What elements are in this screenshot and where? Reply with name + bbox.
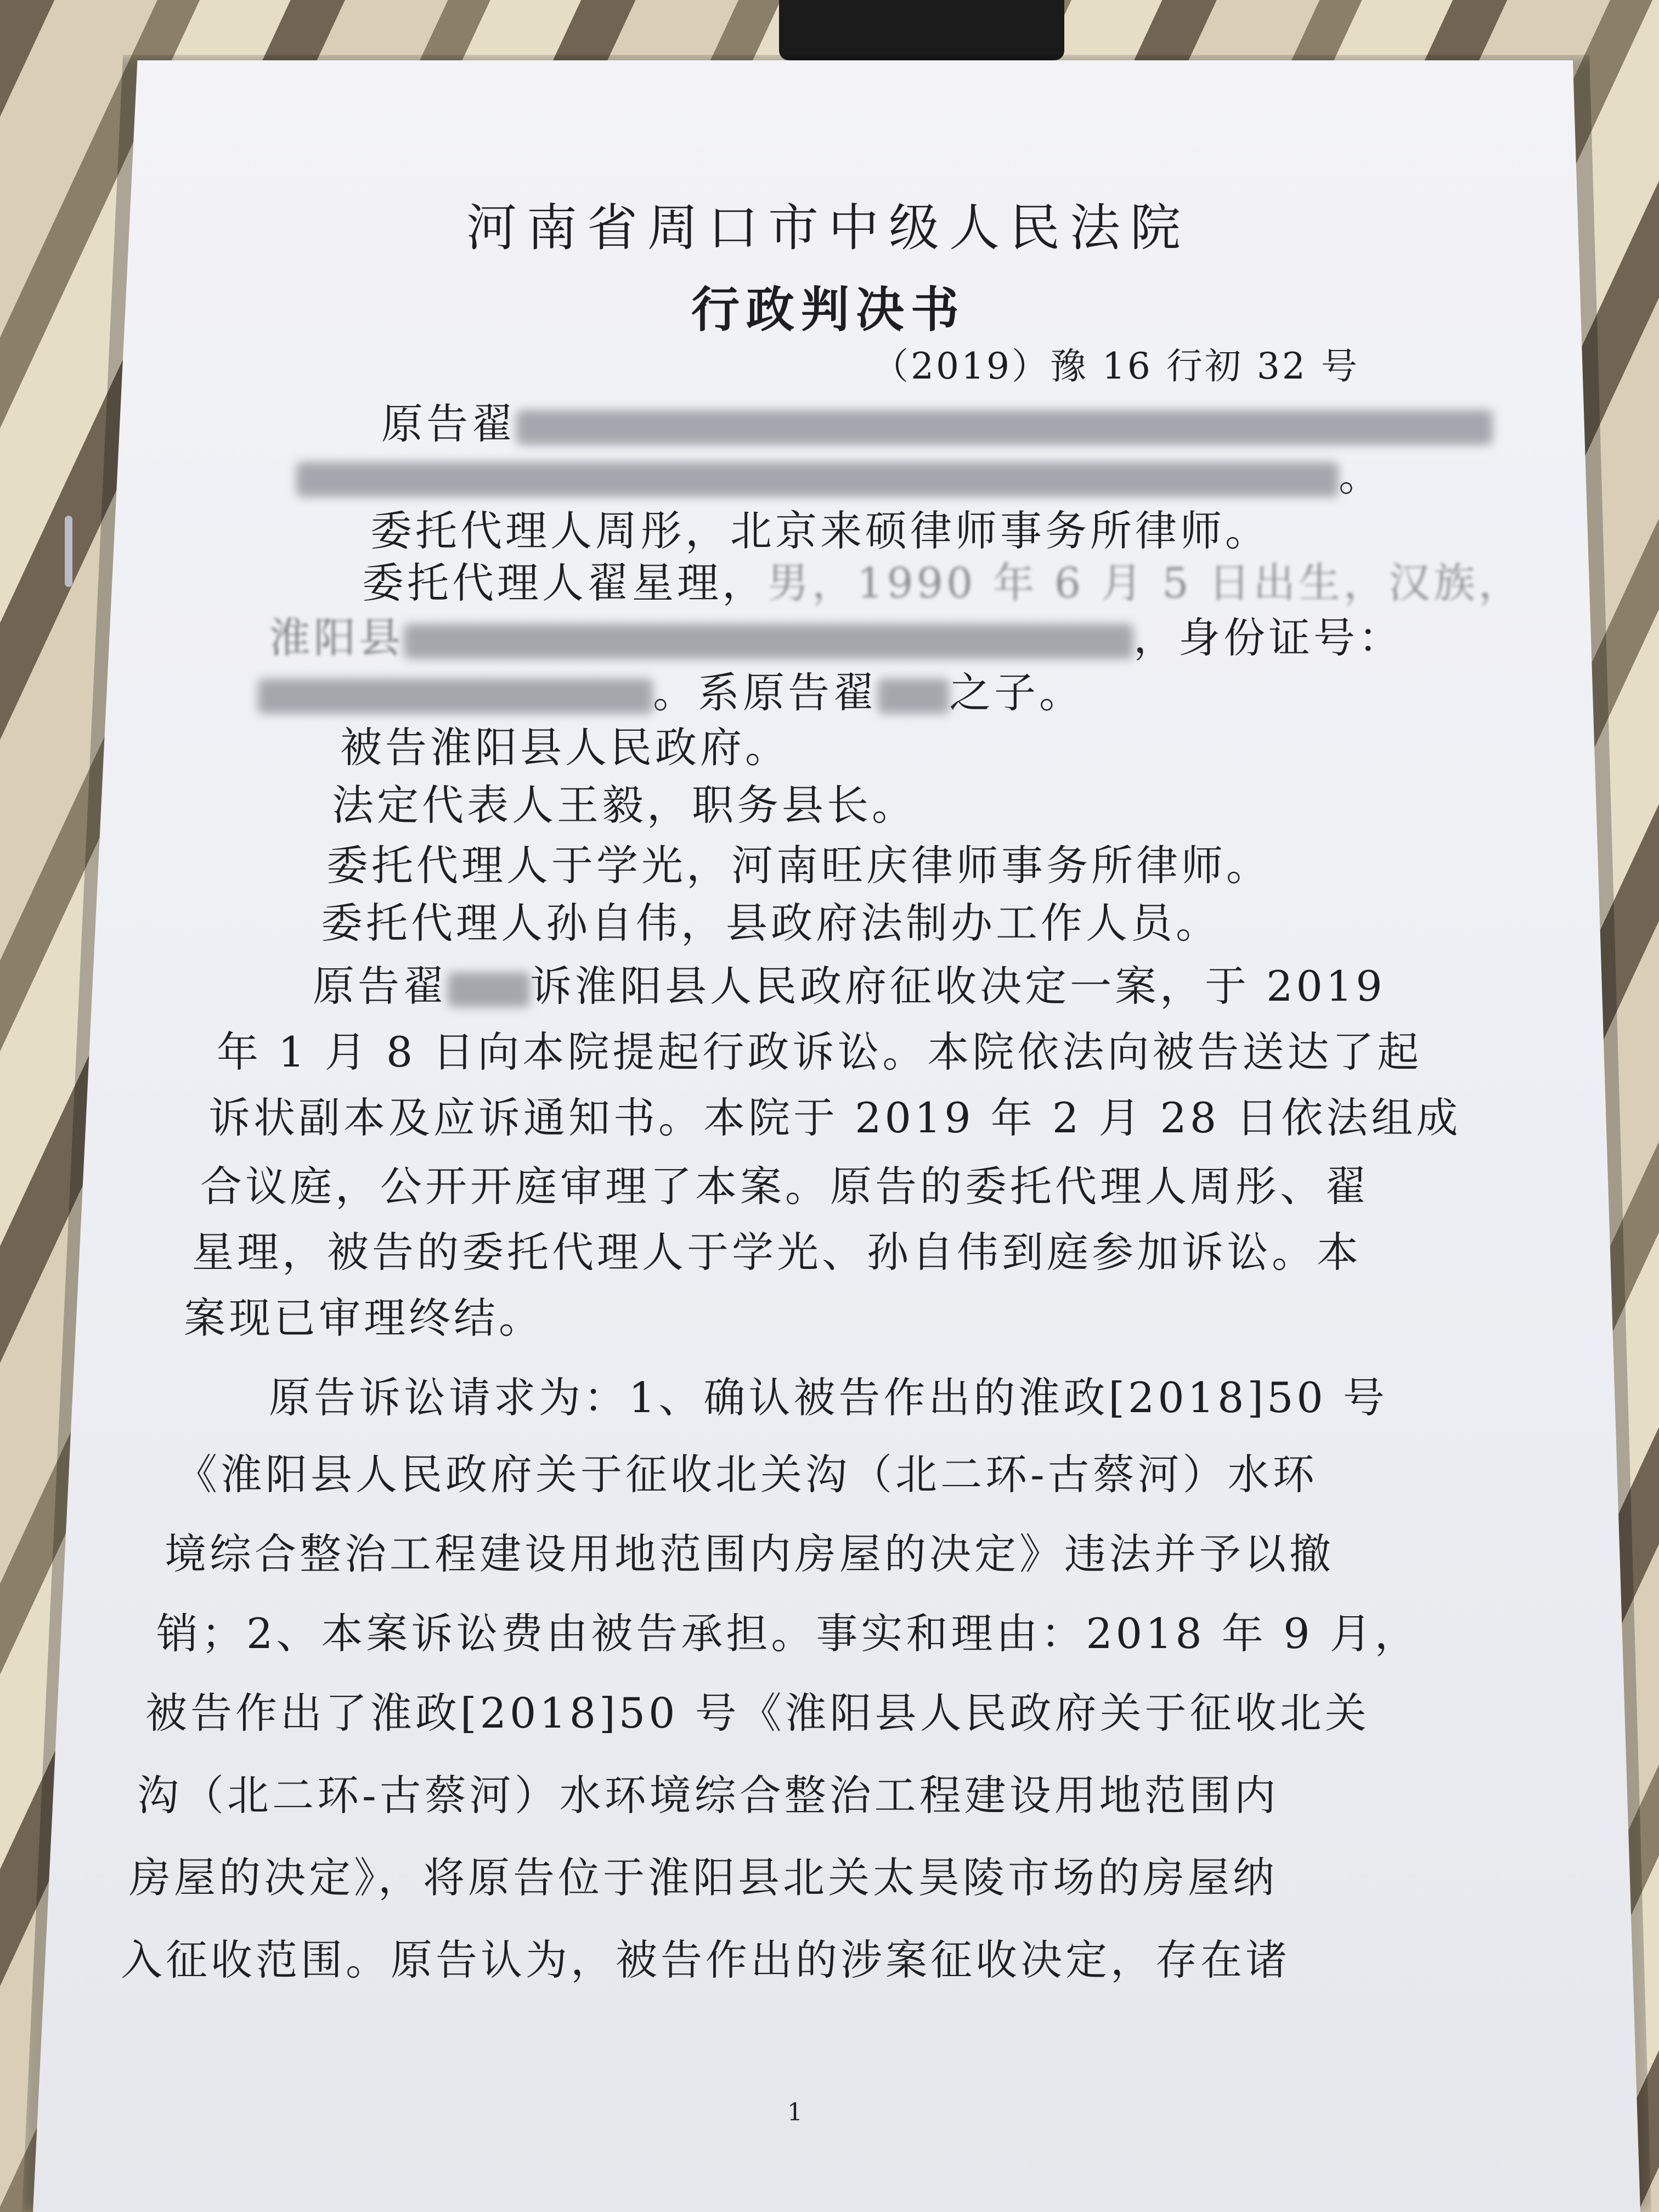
agent2-id-label: ，身份证号： bbox=[1133, 613, 1403, 662]
body-line-1-text: 诉淮阳县人民政府征收决定一案，于 2019 bbox=[530, 962, 1386, 1011]
legal-representative-line: 法定代表人王毅，职务县长。 bbox=[332, 781, 917, 830]
court-name: 河南省周口市中级人民法院 bbox=[466, 199, 1191, 257]
body-line-4: 合议庭，公开开庭审理了本案。原告的委托代理人周彤、翟 bbox=[200, 1162, 1370, 1211]
body-line-6: 案现已审理终结。 bbox=[184, 1294, 544, 1342]
body-line-2: 年 1 月 8 日向本院提起行政诉讼。本院依法向被告送达了起 bbox=[217, 1028, 1423, 1076]
body-line-14: 入征收范围。原告认为，被告作出的涉案征收决定，存在诸 bbox=[121, 1936, 1290, 1984]
plaintiff-prefix: 原告翟 bbox=[381, 399, 516, 448]
agent2-relation-line bbox=[258, 668, 1084, 717]
body-line-1 bbox=[313, 962, 1386, 1011]
agent2-address-line bbox=[269, 613, 1403, 662]
defendant-agent2-line: 委托代理人孙自伟，县政府法制办工作人员。 bbox=[321, 899, 1221, 947]
redacted-plaintiff-address bbox=[296, 462, 1339, 497]
body-line-8: 《淮阳县人民政府关于征收北关沟（北二环-古蔡河）水环 bbox=[176, 1450, 1318, 1499]
agent2-relation-prefix: 。系原告翟 bbox=[653, 668, 878, 717]
document-title: 行政判决书 bbox=[691, 281, 966, 338]
body-line-9: 境综合整治工程建设用地范围内房屋的决定》违法并予以撤 bbox=[165, 1530, 1334, 1578]
redacted-plaintiff-info bbox=[516, 410, 1493, 445]
redacted-plaintiff-name-2 bbox=[448, 972, 530, 1007]
body-line-11: 被告作出了淮政[2018]50 号《淮阳县人民政府关于征收北关 bbox=[145, 1689, 1370, 1737]
body-line-1-prefix: 原告翟 bbox=[313, 962, 448, 1011]
plaintiff-id-end: 。 bbox=[1339, 452, 1384, 500]
redacted-agent2-id bbox=[258, 679, 653, 714]
body-line-5: 星理，被告的委托代理人于学光、孙自伟到庭参加诉讼。本 bbox=[192, 1228, 1362, 1277]
body-line-12: 沟（北二环-古蔡河）水环境综合整治工程建设用地范围内 bbox=[137, 1771, 1279, 1820]
plaintiff-address-line bbox=[296, 452, 1384, 500]
defendant-line: 被告淮阳县人民政府。 bbox=[340, 723, 790, 772]
redacted-agent2-address bbox=[404, 624, 1133, 659]
plaintiff-line bbox=[381, 399, 1493, 448]
page-number: 1 bbox=[787, 2098, 803, 2126]
agent2-address-partial: 淮阳县 bbox=[269, 613, 404, 662]
agent2-prefix: 委托代理人翟星理， bbox=[362, 558, 767, 607]
body-line-13: 房屋的决定》，将原告位于淮阳县北关太昊陵市场的房屋纳 bbox=[129, 1853, 1278, 1902]
plaintiff-agent1: 委托代理人周彤，北京来硕律师事务所律师。 bbox=[370, 506, 1270, 555]
redacted-plaintiff-name bbox=[878, 679, 949, 714]
body-line-10: 销；2、本案诉讼费由被告承担。事实和理由：2018 年 9 月， bbox=[156, 1609, 1420, 1658]
agent2-relation-suffix: 之子。 bbox=[949, 668, 1084, 717]
agent2-partial-info: 男，1990 年 6 月 5 日出生，汉族， bbox=[767, 558, 1523, 607]
plaintiff-agent2-line bbox=[362, 558, 1523, 607]
case-number: （2019）豫 16 行初 32 号 bbox=[872, 345, 1359, 387]
body-line-3: 诉状副本及应诉通知书。本院于 2019 年 2 月 28 日依法组成 bbox=[208, 1093, 1462, 1142]
body-line-7: 原告诉讼请求为：1、确认被告作出的淮政[2018]50 号 bbox=[269, 1373, 1388, 1422]
defendant-agent1-line: 委托代理人于学光，河南旺庆律师事务所律师。 bbox=[326, 841, 1271, 890]
